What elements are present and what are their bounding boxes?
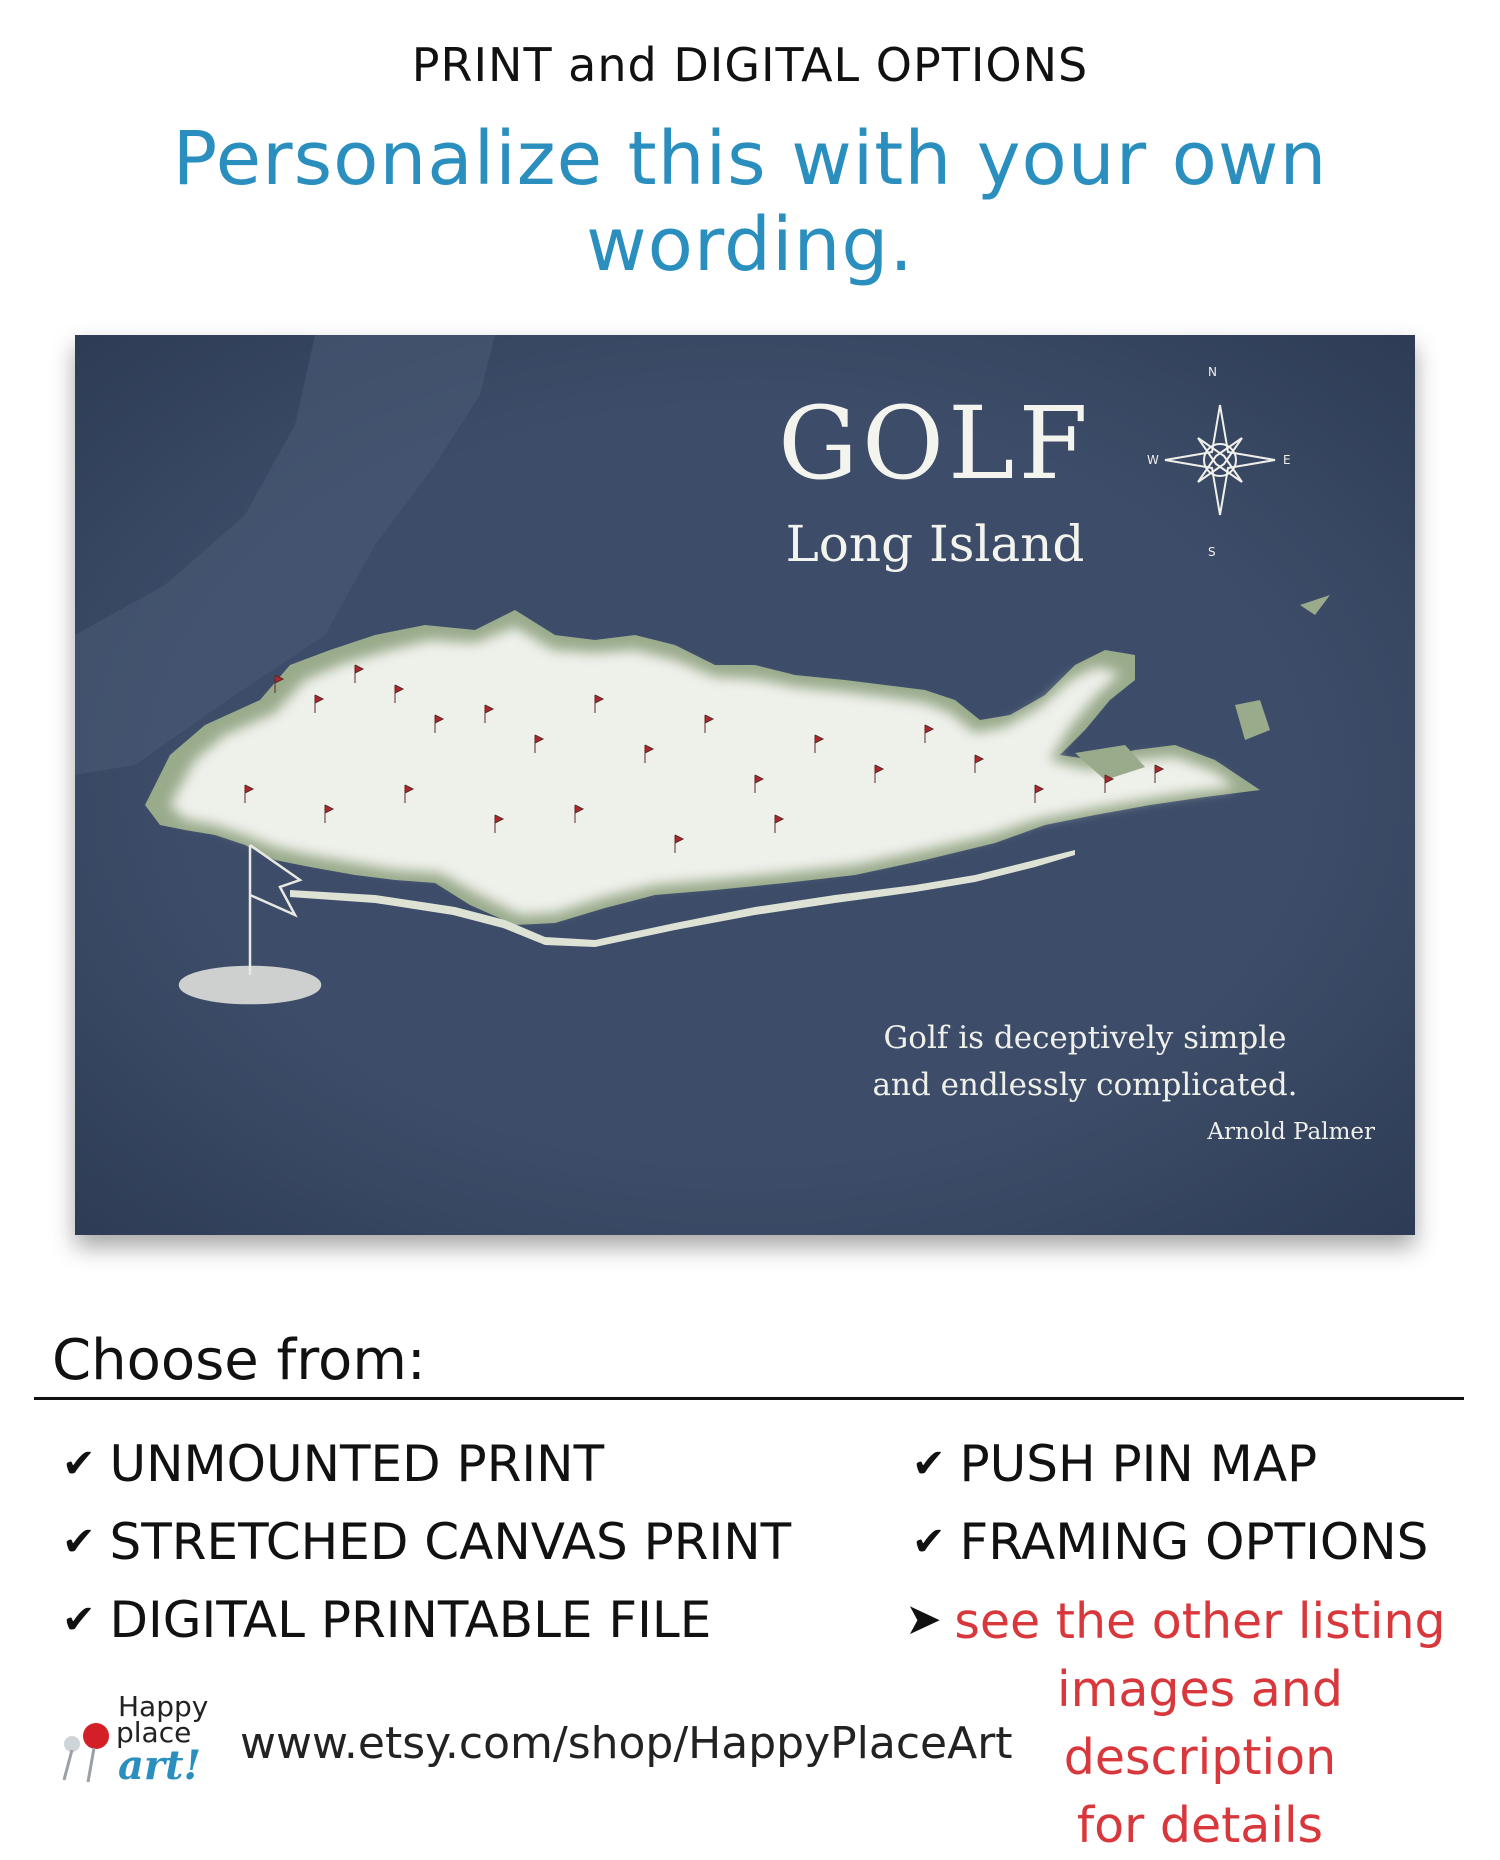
option-label: STRETCHED CANVAS PRINT [109, 1513, 792, 1571]
option-digital-printable-file [62, 1591, 711, 1649]
quote-author: Arnold Palmer [1207, 1119, 1375, 1145]
checkmark-icon: ✔ [62, 1519, 96, 1565]
checkmark-icon: ✔ [912, 1441, 946, 1487]
logo-text-art: art! [118, 1742, 202, 1789]
checkmark-icon: ✔ [62, 1597, 96, 1643]
option-stretched-canvas-print [62, 1513, 791, 1571]
compass-west-label: W [1147, 453, 1159, 467]
top-heading: PRINT and DIGITAL OPTIONS [411, 38, 1089, 92]
note-line-3: for details [1076, 1797, 1324, 1854]
checkmark-icon: ✔ [912, 1519, 946, 1565]
section-divider [34, 1397, 1464, 1400]
option-push-pin-map [912, 1435, 1317, 1493]
poster-subtitle: Long Island [785, 515, 1085, 573]
compass-north-label: N [1208, 365, 1217, 379]
push-pin-icon [58, 1720, 114, 1790]
note-line-1: see the other listing [954, 1593, 1446, 1650]
shop-url: www.etsy.com/shop/HappyPlaceArt [240, 1718, 1013, 1769]
quote-line-2: and endlessly complicated. [872, 1067, 1298, 1103]
choose-from-label: Choose from: [52, 1328, 426, 1393]
logo-text-happy: Happy [118, 1690, 209, 1723]
option-unmounted-print [62, 1435, 604, 1493]
poster-title: GOLF [778, 385, 1092, 502]
compass-east-label: E [1283, 453, 1291, 467]
compass-south-label: S [1208, 545, 1216, 559]
option-label: PUSH PIN MAP [959, 1435, 1318, 1493]
option-framing-options [912, 1513, 1428, 1571]
arrow-right-icon: ➤ [905, 1594, 942, 1645]
headline: Personalize this with your own wording. [172, 116, 1328, 288]
golf-map-poster [75, 335, 1415, 1235]
option-label: UNMOUNTED PRINT [109, 1435, 605, 1493]
option-label: DIGITAL PRINTABLE FILE [109, 1591, 712, 1649]
note-line-2: images and description [1057, 1661, 1343, 1786]
checkmark-icon: ✔ [62, 1441, 96, 1487]
golf-quote [795, 1015, 1375, 1109]
quote-line-1: Golf is deceptively simple [883, 1020, 1287, 1056]
option-label: FRAMING OPTIONS [959, 1513, 1429, 1571]
logo-text-place: place [116, 1716, 192, 1749]
happy-place-art-logo [58, 1690, 228, 1800]
